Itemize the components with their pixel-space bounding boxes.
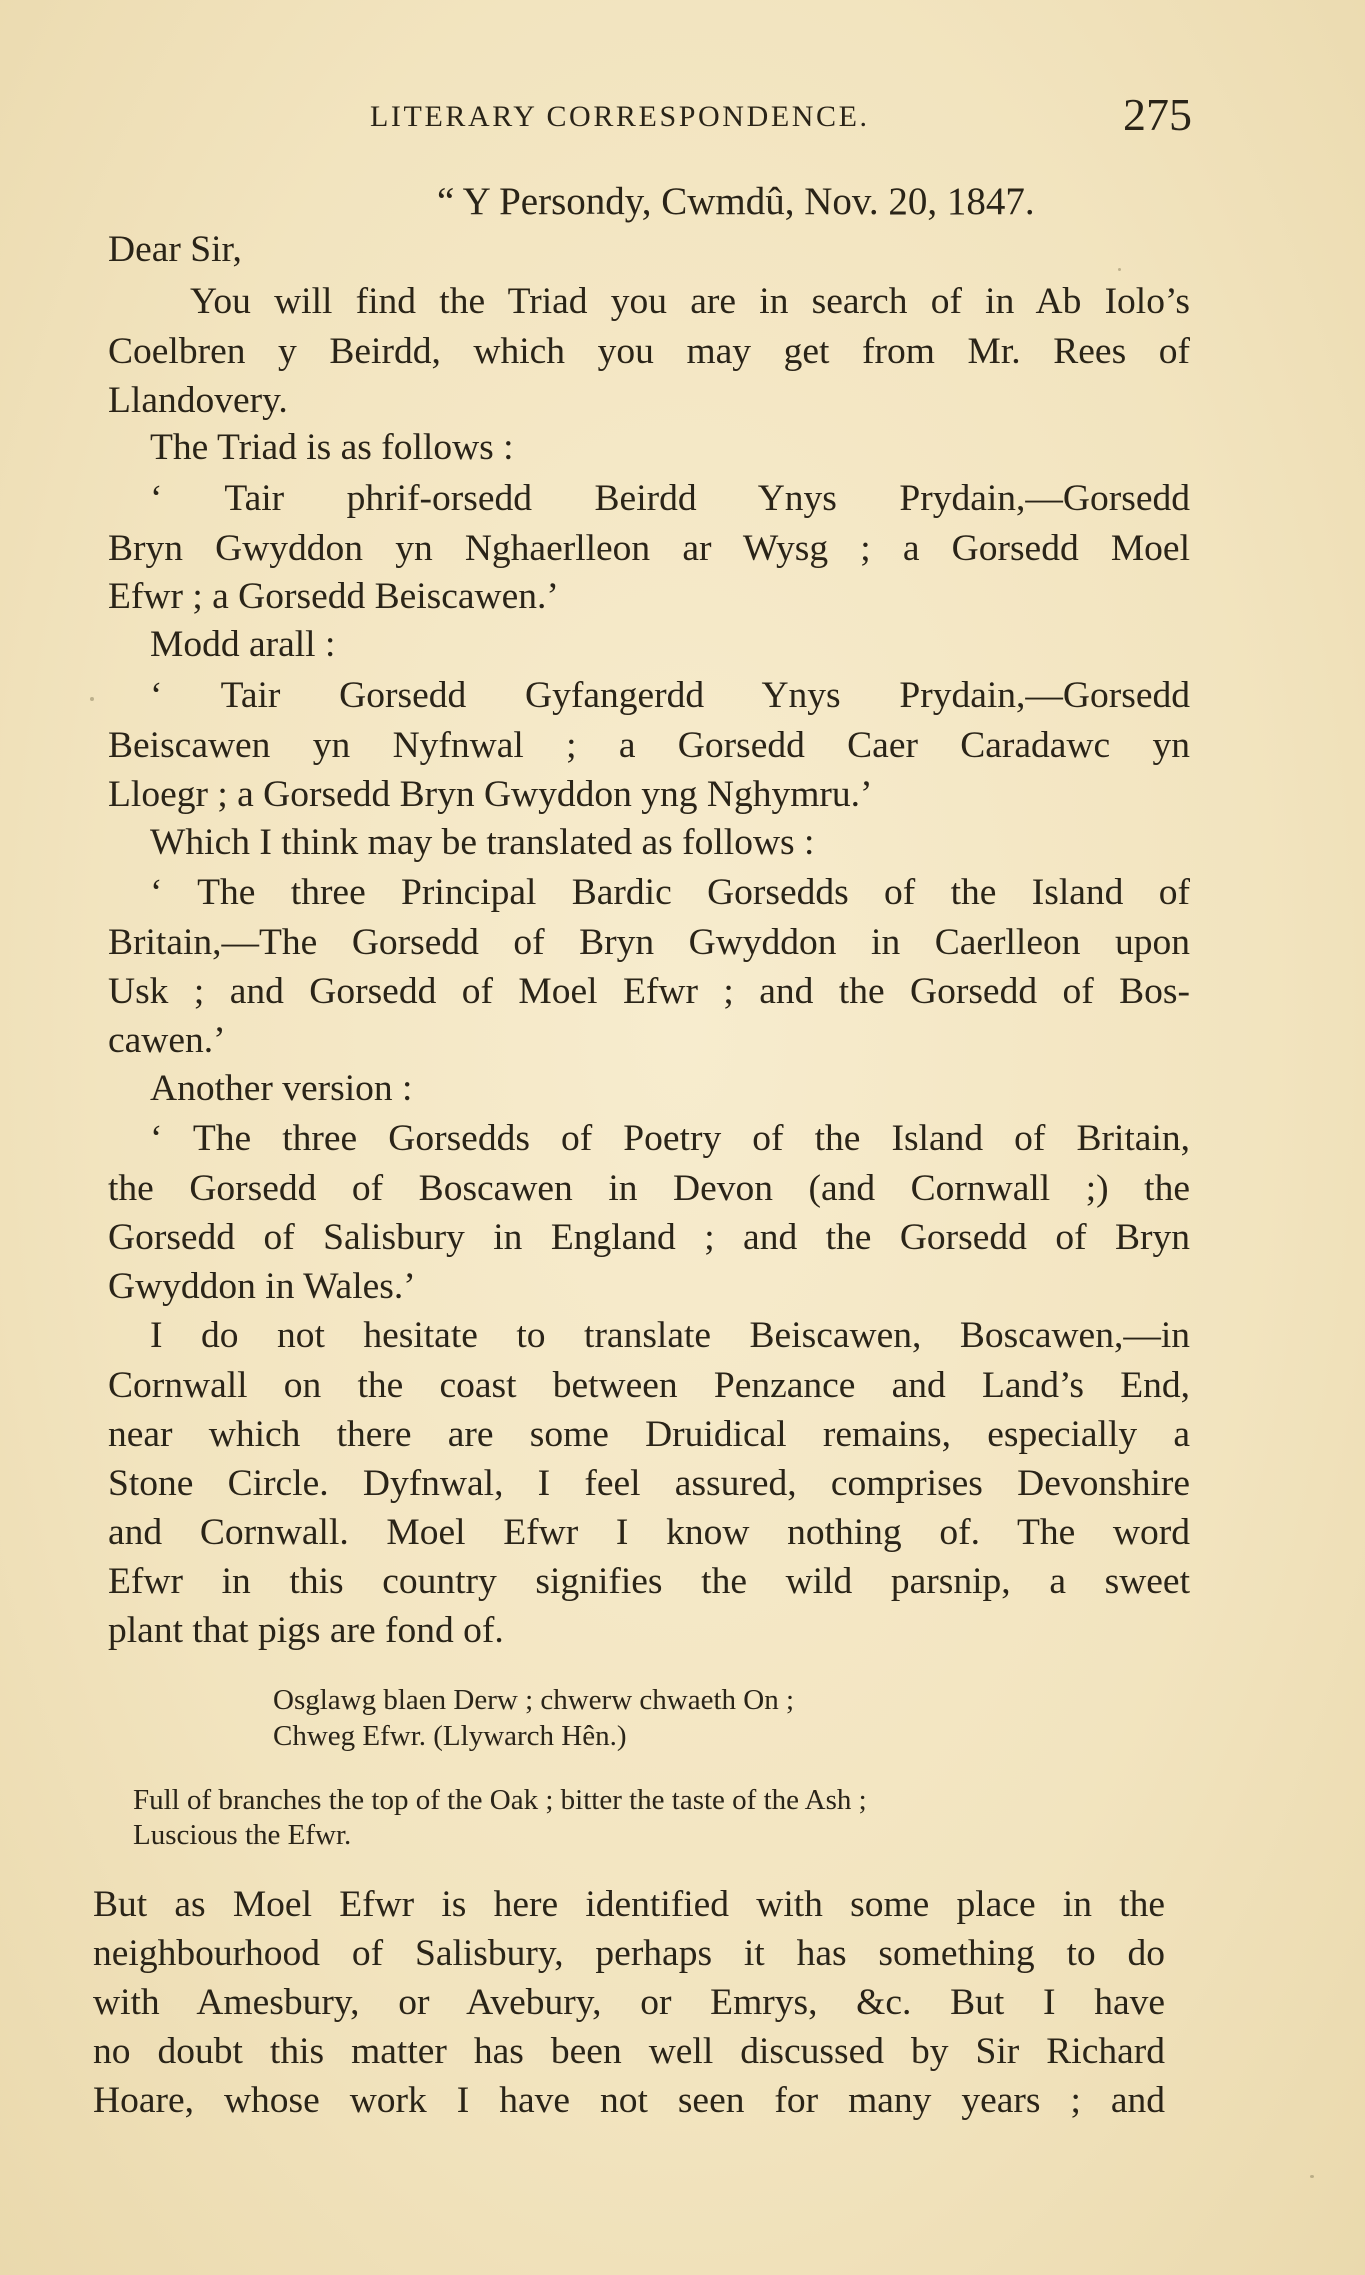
body-line: Usk ; and Gorsedd of Moel Efwr ; and the Gorsedd of Bos-: [108, 971, 1190, 1012]
closing-line: no doubt this matter has been well discussed by Sir Richard: [93, 2031, 1165, 2072]
body-line: the Gorsedd of Boscawen in Devon (and Cornwall ;) the: [108, 1168, 1190, 1209]
body-line: ‘ The three Principal Bardic Gorsedds of the Island of: [150, 872, 1190, 913]
body-line: I do not hesitate to translate Beiscawen, Boscawen,—in: [150, 1315, 1190, 1356]
welsh-quote-line: Osglawg blaen Derw ; chwerw chwaeth On ;: [273, 1684, 795, 1716]
page-header: [108, 89, 1192, 142]
body-line: Gwyddon in Wales.’: [108, 1266, 416, 1307]
body-line: ‘ Tair phrif-orsedd Beirdd Ynys Prydain,—Gorsedd: [150, 478, 1190, 519]
page-number: 275: [1123, 89, 1192, 140]
body-line: Coelbren y Beirdd, which you may get from Mr. Rees of: [108, 331, 1190, 372]
closing-line: But as Moel Efwr is here identified with some place in the: [93, 1884, 1165, 1925]
body-line: Beiscawen yn Nyfnwal ; a Gorsedd Caer Caradawc yn: [108, 725, 1190, 766]
body-line: Llandovery.: [108, 380, 288, 421]
paper-speck: [90, 697, 94, 701]
translation-line: Luscious the Efwr.: [133, 1819, 352, 1851]
body-line: Lloegr ; a Gorsedd Bryn Gwyddon yng Nghymru.’: [108, 774, 873, 815]
body-line: Another version :: [150, 1068, 413, 1109]
translation-line: Full of branches the top of the Oak ; bitter the taste of the Ash ;: [133, 1784, 867, 1816]
body-line: plant that pigs are fond of.: [108, 1610, 504, 1651]
body-line: cawen.’: [108, 1020, 226, 1061]
body-line: Bryn Gwyddon yn Nghaerlleon ar Wysg ; a Gorsedd Moel: [108, 528, 1190, 569]
body-line: Which I think may be translated as follows :: [150, 822, 815, 863]
closing-line: with Amesbury, or Avebury, or Emrys, &c. But I have: [93, 1982, 1165, 2023]
paper-speck: [1118, 268, 1121, 271]
body-line: Cornwall on the coast between Penzance and Land’s End,: [108, 1365, 1190, 1406]
body-line: Efwr ; a Gorsedd Beiscawen.’: [108, 576, 559, 617]
body-line: Modd arall :: [150, 624, 336, 665]
salutation: Dear Sir,: [108, 229, 242, 270]
paper-speck: [1310, 2175, 1314, 2178]
running-title: LITERARY CORRESPONDENCE.: [370, 100, 870, 133]
body-line: Efwr in this country signifies the wild parsnip, a sweet: [108, 1561, 1190, 1602]
closing-line: neighbourhood of Salisbury, perhaps it has something to do: [93, 1933, 1165, 1974]
body-line: ‘ The three Gorsedds of Poetry of the Island of Britain,: [150, 1118, 1190, 1159]
welsh-quote-line: Chweg Efwr. (Llywarch Hên.): [273, 1720, 627, 1752]
body-line: and Cornwall. Moel Efwr I know nothing of. The word: [108, 1512, 1190, 1553]
body-line: Britain,—The Gorsedd of Bryn Gwyddon in Caerlleon upon: [108, 922, 1190, 963]
body-line: Stone Circle. Dyfnwal, I feel assured, comprises Devonshire: [108, 1463, 1190, 1504]
dateline: “ Y Persondy, Cwmdû, Nov. 20, 1847.: [437, 180, 1035, 223]
body-line: near which there are some Druidical remains, especially a: [108, 1414, 1190, 1455]
body-line: Gorsedd of Salisbury in England ; and the Gorsedd of Bryn: [108, 1217, 1190, 1258]
body-line: The Triad is as follows :: [150, 427, 514, 468]
body-line: ‘ Tair Gorsedd Gyfangerdd Ynys Prydain,—Gorsedd: [150, 675, 1190, 716]
closing-line: Hoare, whose work I have not seen for many years ; and: [93, 2080, 1165, 2121]
body-line: You will find the Triad you are in search of in Ab Iolo’s: [190, 281, 1190, 322]
